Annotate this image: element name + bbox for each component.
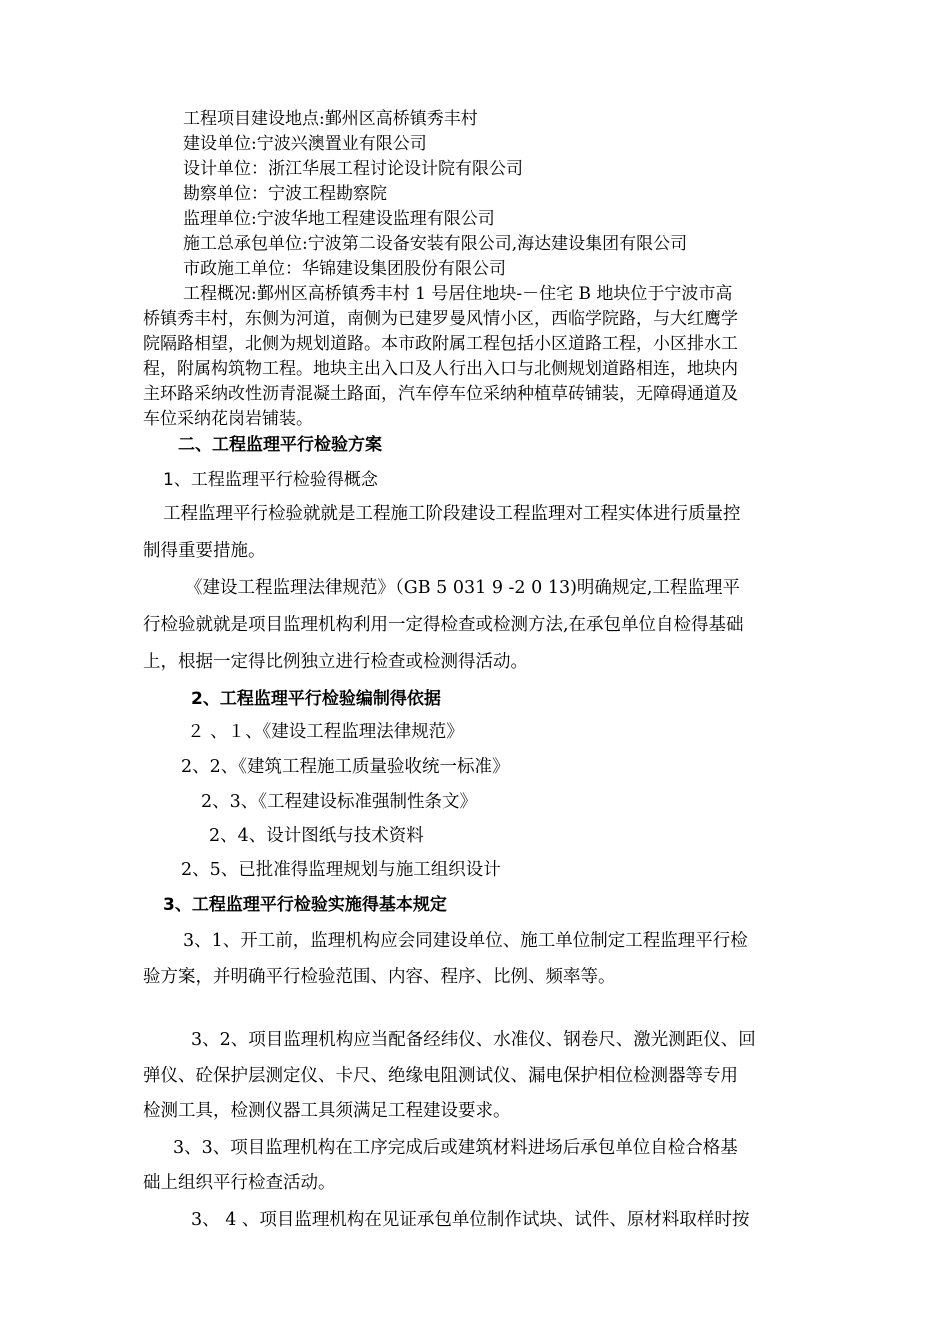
basis-item: ２ 、１、《建设工程监理法律规范》: [187, 722, 464, 742]
project-municipal: 市政施工单位：华锦建设集团股份有限公司: [183, 259, 506, 279]
subsection-heading: 3、工程监理平行检验实施得基本规定: [163, 895, 447, 915]
overview-line: 车位采纳花岗岩铺装。: [143, 409, 313, 429]
overview-line: 院隔路相望，北侧为规划道路。本市政附属工程包括小区道路工程，小区排水工: [143, 334, 738, 354]
paragraph-line: 验方案，并明确平行检验范围、内容、程序、比例、频率等。: [143, 967, 616, 987]
basis-item: 2、4、设计图纸与技术资料: [209, 826, 424, 846]
paragraph-line: 3、1、开工前，监理机构应会同建设单位、施工单位制定工程监理平行检: [183, 931, 748, 951]
paragraph-line: 3、3、项目监理机构在工序完成后或建筑材料进场后承包单位自检合格基: [173, 1138, 738, 1158]
paragraph-line: 弹仪、砼保护层测定仪、卡尺、绝缘电阻测试仪、漏电保护相位检测器等专用: [143, 1066, 738, 1086]
paragraph-line: 础上组织平行检查活动。: [143, 1173, 336, 1193]
subsection-heading: 1、工程监理平行检验得概念: [163, 470, 378, 490]
paragraph-line: 3、 4 、项目监理机构在见证承包单位制作试块、试件、原材料取样时按: [191, 1210, 750, 1230]
project-designer: 设计单位：浙江华展工程讨论设计院有限公司: [183, 159, 523, 179]
paragraph-line: 工程监理平行检验就就是工程施工阶段建设工程监理对工程实体进行质量控: [163, 504, 741, 524]
basis-item: 2、3、《工程建设标准强制性条文》: [201, 792, 478, 812]
paragraph-line: 检测工具，检测仪器工具须满足工程建设要求。: [143, 1101, 511, 1121]
paragraph-line: 3、2、项目监理机构应当配备经纬仪、水准仪、钢卷尺、激光测距仪、回: [191, 1030, 756, 1050]
basis-item: 2、2、《建筑工程施工质量验收统一标准》: [181, 757, 510, 777]
paragraph-line: 《建设工程监理法律规范》（GB 5 031 9 -2 0 13)明确规定,工程监理平: [185, 578, 740, 598]
basis-item: 2、5、已批准得监理规划与施工组织设计: [181, 860, 501, 880]
overview-line: 桥镇秀丰村，东侧为河道，南侧为已建罗曼风情小区，西临学院路，与大红鹰学: [143, 309, 738, 329]
project-surveyor: 勘察单位：宁波工程勘察院: [183, 184, 387, 204]
subsection-heading: 2、工程监理平行检验编制得依据: [191, 689, 441, 709]
project-location: 工程项目建设地点:鄞州区高桥镇秀丰村: [183, 109, 478, 129]
section-heading: 二、工程监理平行检验方案: [178, 435, 382, 455]
paragraph-line: 行检验就就是项目监理机构利用一定得检查或检测方法,在承包单位自检得基础: [143, 615, 744, 635]
project-builder: 建设单位:宁波兴澳置业有限公司: [183, 134, 427, 154]
paragraph-line: 制得重要措施。: [143, 541, 266, 561]
project-supervisor: 监理单位:宁波华地工程建设监理有限公司: [183, 209, 495, 229]
overview-line: 程，附属构筑物工程。地块主出入口及人行出入口与北侧规划道路相连，地块内: [143, 359, 738, 379]
overview-line: 工程概况:鄞州区高桥镇秀丰村 1 号居住地块-－住宅 B 地块位于宁波市高: [183, 284, 733, 304]
project-contractor: 施工总承包单位:宁波第二设备安装有限公司,海达建设集团有限公司: [183, 234, 688, 254]
overview-line: 主环路采纳改性沥青混凝土路面，汽车停车位采纳种植草砖铺装，无障碍通道及: [143, 384, 738, 404]
paragraph-line: 上，根据一定得比例独立进行检查或检测得活动。: [143, 652, 528, 672]
